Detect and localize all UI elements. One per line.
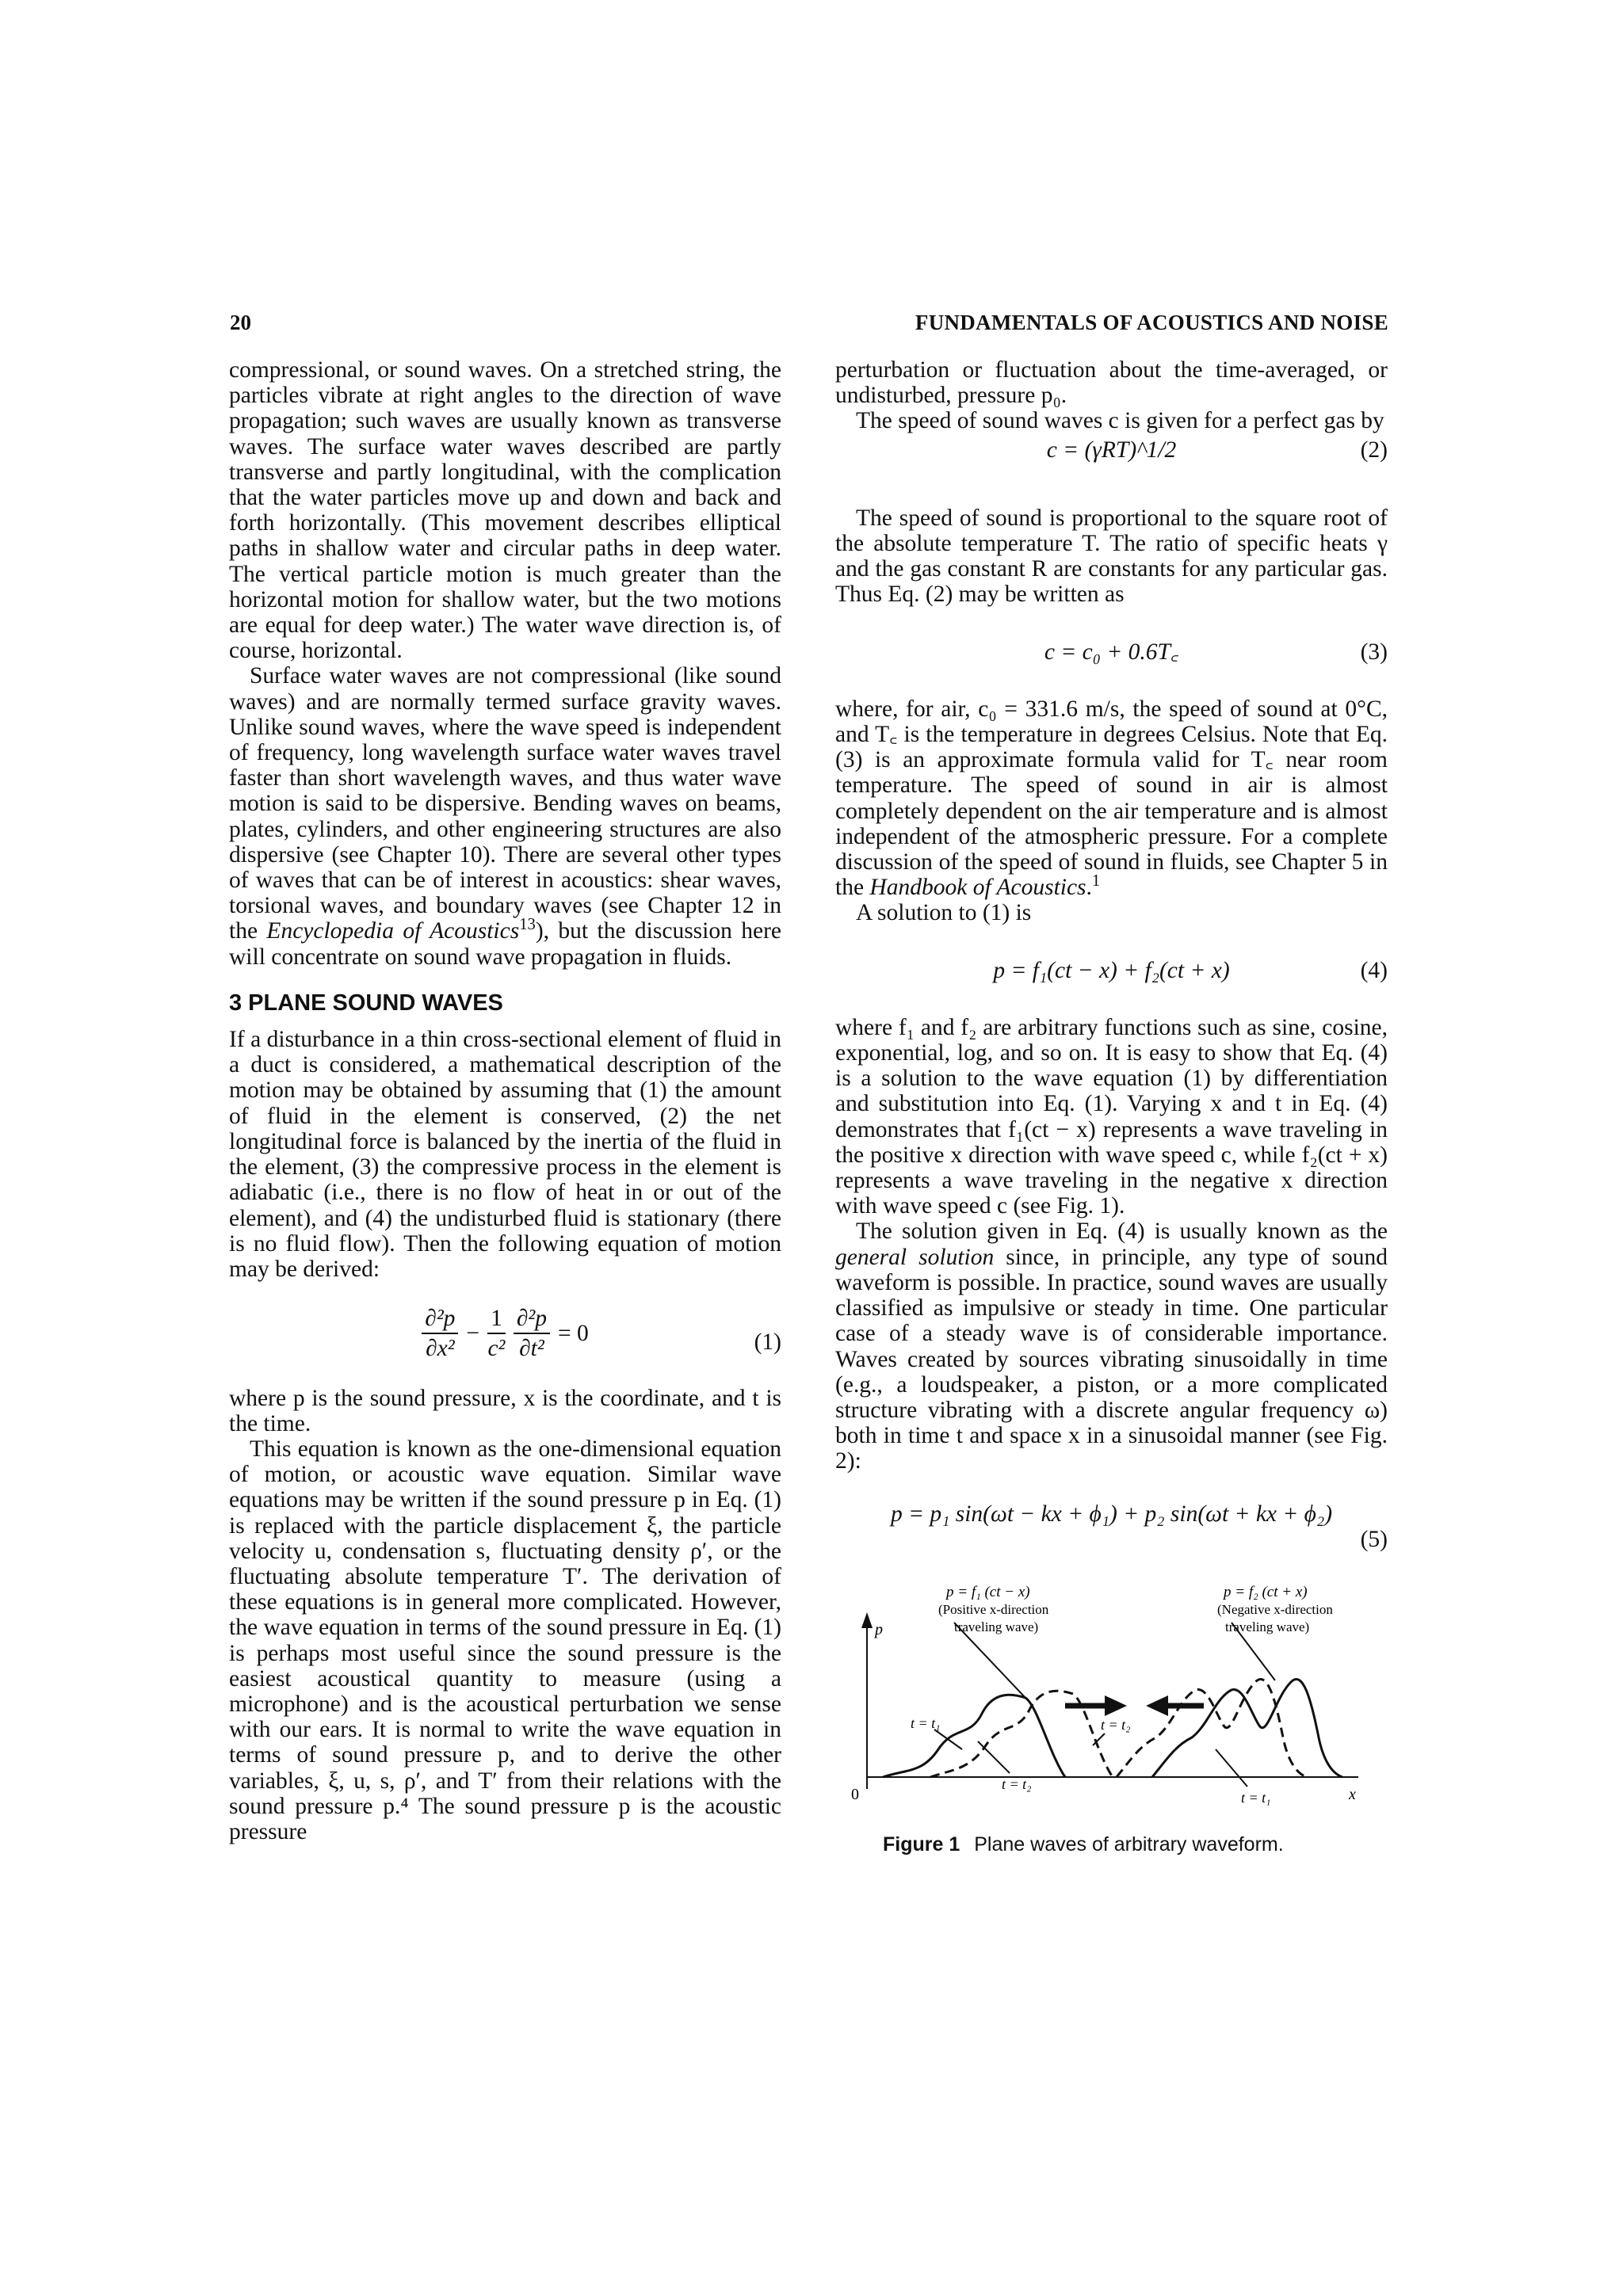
paragraph: where p is the sound pressure, x is the coordinate, and t is the time. xyxy=(229,1385,781,1436)
paragraph: The speed of sound is proportional to the square root of the absolute temperature T. The ratio of specific heats γ and the gas constant R are constants for any particular gas. Thus Eq. (2) may be written as xyxy=(835,505,1388,608)
time-label: t = t₁ xyxy=(911,1714,941,1731)
plane-waves-diagram xyxy=(835,1579,1388,1817)
equation-number: (2) xyxy=(1360,437,1388,463)
paragraph: where f₁ and f₂ are arbitrary functions such as sine, cosine, exponential, log, and so on. It is easy to show that Eq. (4) is a solution to the wave equation (1) by differentiation and substitution into Eq. (1). Varying x and t in Eq. (4) demonstrates that f₁(ct − x) represents a wave traveling in the positive x direction with wave speed c, while f₂(ct + x) represents a wave traveling in the negative x direction with wave speed c (see Fig. 1). xyxy=(835,1014,1388,1219)
reference-number: 13 xyxy=(519,916,536,934)
equation-2 xyxy=(835,437,1388,463)
paragraph: This equation is known as the one-dimensional equation of motion, or acoustic wave equation. Similar wave equations may be written if the sound pressure p in Eq. (1) is replaced with the particle displacement ξ, the particle velocity u, condensation s, fluctuating density ρ′, or the fluctuating absolute temperature T′. The derivation of these equations is in general more complicated. However, the wave equation in terms of the sound pressure in Eq. (1) is perhaps most useful since the sound pressure is the easiest acoustical quantity to measure (using a microphone) and is the acoustical perturbation we sense with our ears. It is normal to write the wave equation in terms of sound pressure p, and to derive the other variables, ξ, u, s, ρ′, and T′ from their relations with the sound pressure p.⁴ The sound pressure p is the acoustic pressure xyxy=(229,1436,781,1844)
caption-text: Plane waves of arbitrary waveform. xyxy=(974,1833,1284,1856)
time-label: t = t₂ xyxy=(1002,1775,1032,1792)
time-label: t = t₂ xyxy=(1101,1716,1131,1733)
left-column xyxy=(229,357,781,1844)
equation-3 xyxy=(835,639,1388,665)
paragraph: where, for air, c₀ = 331.6 m/s, the speed of sound at 0°C, and T꜀ is the temperature in degrees Celsius. Note that Eq. (3) is an approximate formula valid for T꜀ near room temperature. The speed of sound in air is almost completely dependent on the air temperature and is almost independent of the atmospheric pressure. For a complete discussion of the speed of sound in fluids, see Chapter 5 in the Handbook of Acoustics.$^1$ xyxy=(835,696,1388,901)
equation-body: p = f₁(ct − x) + f₂(ct + x) xyxy=(993,957,1230,983)
equation-number: (4) xyxy=(1360,957,1388,983)
fraction: $\frac{\text{∂²p}}{\text{∂t²}}$ xyxy=(514,1306,550,1361)
paragraph: compressional, or sound waves. On a stretched string, the particles vibrate at right angles to the direction of wave propagation; such waves are usually known as transverse waves. The surface water waves described are partly transverse and partly longitudinal, with the complication that the water particles move up and down and back and forth horizontally. (This movement describes elliptical paths in shallow water and circular paths in deep water. The vertical particle motion is much greater than the horizontal motion for shallow water, but the two motions are equal for deep water.) The water wave direction is, of course, horizontal. xyxy=(229,357,781,664)
leader-line xyxy=(978,1741,1010,1773)
right-column xyxy=(835,357,1388,1857)
left-wave-desc: traveling wave) xyxy=(954,1619,1039,1634)
equation-number: (5) xyxy=(1360,1526,1388,1552)
fraction: $\frac{1}{\text{c²}}$ xyxy=(487,1306,506,1362)
equation-number: (3) xyxy=(1360,639,1388,665)
equation-5: p = p₁ sin(ωt − kx + ϕ₁) + p₂ sin(ωt + kx + ϕ₂) xyxy=(890,1501,1333,1527)
citation-title: Encyclopedia of Acoustics xyxy=(266,918,520,944)
fraction: $\frac{\text{∂²p}}{\text{∂x²}}$ xyxy=(422,1306,458,1361)
figure-caption xyxy=(835,1832,1388,1857)
emphasis: general solution xyxy=(835,1244,995,1270)
paragraph: perturbation or fluctuation about the time-averaged, or undisturbed, pressure p₀. xyxy=(835,357,1388,409)
p-axis-arrow xyxy=(861,1612,873,1628)
paragraph: Surface water waves are not compressional (like sound waves) and are normally termed surface gravity waves. Unlike sound waves, where the wave speed is independent of frequency, long wavelength surface water waves travel faster than short wavelength waves, and thus water wave motion is said to be dispersive. Bending waves on beams, plates, cylinders, and other engineering structures are also dispersive (see Chapter 10). There are several other types of waves that can be of interest in acoustics: shear waves, torsional waves, and boundary waves (see Chapter 12 in the Encyclopedia of Acoustics$^{13}$), but the discussion here will concentrate on sound wave propagation in fluids. xyxy=(229,663,781,970)
figure-1 xyxy=(835,1579,1388,1857)
reference-number: 1 xyxy=(1091,872,1101,891)
figure-label: Figure 1 xyxy=(883,1833,960,1856)
right-wave-desc: traveling wave) xyxy=(1225,1619,1310,1634)
equation-1: $\frac{\text{∂²p}}{\text{∂x²}}$ − $\frac{1}{\text{c²}}$ $\frac{\text{∂²p}}{\text{∂t²}}$ = 0 (1) xyxy=(229,1306,781,1361)
left-wave-desc: (Positive x-direction xyxy=(938,1601,1049,1617)
leader-line xyxy=(1216,1749,1247,1787)
rightward-arrowhead xyxy=(1105,1695,1127,1716)
paragraph: If a disturbance in a thin cross-sectional element of fluid in a duct is considered, a mathematical description of the motion may be obtained by assuming that (1) the amount of fluid in the element is conserved, (2) the net longitudinal force is balanced by the inertia of the fluid in the element, (3) the compressive process in the element is adiabatic (i.e., there is no flow of heat in or out of the element), and (4) the undisturbed fluid is stationary (there is no fluid flow). Then the following equation of motion may be derived: xyxy=(229,1027,781,1282)
equation-number: (1) xyxy=(754,1329,781,1356)
right-wave-equation-label: p = f₂ (ct + x) xyxy=(1224,1583,1308,1600)
equation-body: c = (γRT)^1/2 xyxy=(1046,437,1177,463)
page-number: 20 xyxy=(230,311,251,334)
running-title: FUNDAMENTALS OF ACOUSTICS AND NOISE xyxy=(915,311,1388,334)
right-wave-desc: (Negative x-direction xyxy=(1217,1601,1333,1617)
section-heading: 3 PLANE SOUND WAVES xyxy=(229,990,503,1016)
equation-4 xyxy=(835,958,1388,983)
time-label: t = t₁ xyxy=(1241,1789,1271,1806)
paragraph: A solution to (1) is xyxy=(856,900,1032,926)
leftward-arrowhead xyxy=(1146,1695,1168,1716)
paragraph: The solution given in Eq. (4) is usually known as the general solution since, in principle, any type of sound waveform is possible. In practice, sound waves are usually classified as impulsive or steady in time. One particular case of a steady wave is of considerable importance. Waves created by sources vibrating sinusoidally in time (e.g., a loudspeaker, a piston, or a more complicated structure vibrating with a discrete angular frequency ω) both in time t and space x in a sinusoidal manner (see Fig. 2): xyxy=(835,1219,1388,1474)
left-wave-equation-label: p = f₁ (ct − x) xyxy=(946,1583,1030,1600)
negative-wave-t1 xyxy=(1117,1679,1307,1777)
origin-label: 0 xyxy=(851,1785,859,1803)
equation-body: c = c₀ + 0.6T꜀ xyxy=(1044,639,1179,665)
p-axis-label: p xyxy=(875,1620,883,1638)
positive-wave-t1 xyxy=(883,1695,1065,1777)
paragraph: The speed of sound waves c is given for a perfect gas by xyxy=(856,408,1384,434)
citation-title: Handbook of Acoustics xyxy=(869,875,1086,901)
x-axis-label: x xyxy=(1349,1785,1356,1803)
